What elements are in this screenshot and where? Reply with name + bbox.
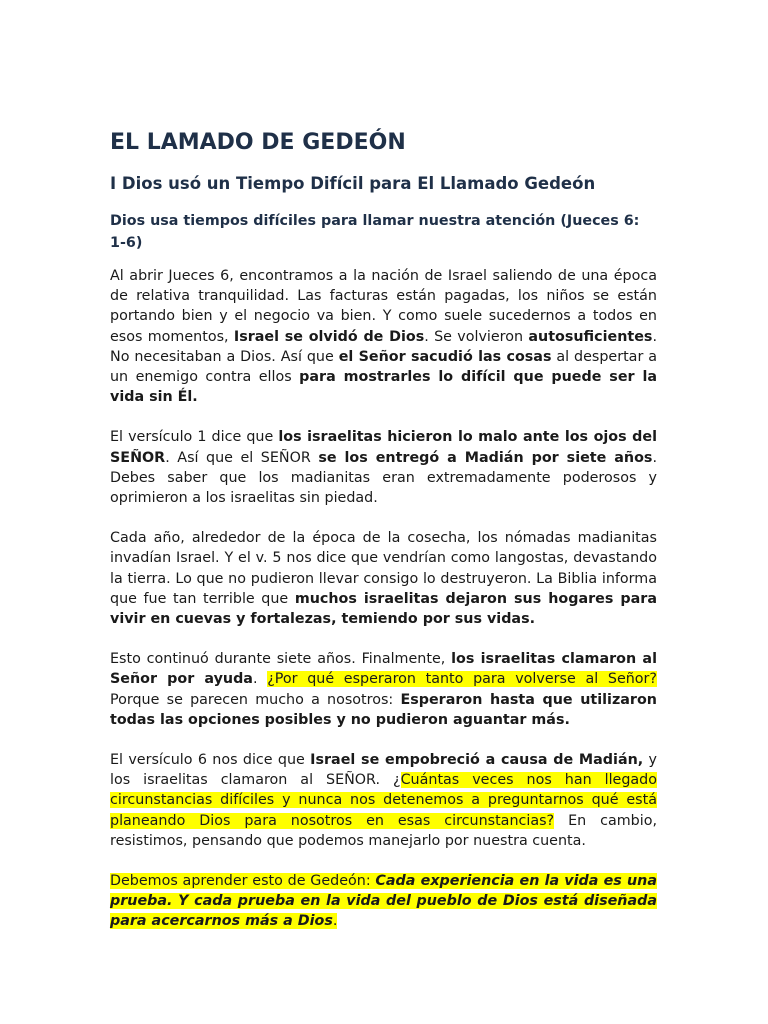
text-segment: al despertar a un enemigo contra ellos	[110, 348, 657, 386]
text-segment: En cambio, resistimos, pensando que podemos manejarlo por nuestra cuenta.	[110, 812, 657, 849]
text-segment: Cada experiencia en la vida es una prueba. Y cada prueba en la vida del pueblo de Dios está diseñada para acercarnos más a Dios	[110, 873, 657, 930]
body-paragraphs	[110, 266, 657, 932]
text-segment: . Debes saber que los madianitas eran extremadamente poderosos y oprimieron a los israelitas sin piedad.	[110, 449, 657, 507]
text-segment: los israelitas hicieron lo malo ante los ojos del SEÑOR	[110, 429, 657, 466]
text-segment: El versículo 6 nos dice que	[110, 752, 311, 769]
text-segment: Debemos aprender esto de Gedeón:	[110, 873, 376, 890]
text-segment: Cada año, alrededor de la época de la cosecha, los nómadas madianitas invadían Israel. Y el v. 5 nos dice que vendrían como langostas, devastando la tierra. Lo que no pudieron llevar consigo lo destruyeron. La Biblia informa que fue tan terrible que	[110, 530, 657, 607]
text-segment: Israel se olvidó de Dios	[233, 328, 425, 345]
text-segment: Cuántas veces nos han llegado circunstancias difíciles y nunca nos detenemos a preguntarnos qué está planeando Dios para nosotros en esas circunstancias?	[110, 772, 657, 829]
text-segment: . Así que el SEÑOR	[165, 449, 319, 466]
text-segment: se los entregó a Madián por siete años	[318, 449, 653, 466]
text-segment: Israel se empobreció a causa de Madián,	[310, 752, 644, 769]
paragraph-4	[110, 649, 657, 730]
text-segment: Al abrir Jueces 6, encontramos a la nación de Israel saliendo de una época de relativa tranquilidad. Las facturas están pagadas, los niños se están portando bien y el negocio va bien. Y como suele sucedernos a todos en esos momentos,	[110, 268, 657, 345]
paragraph-1	[110, 266, 657, 407]
text-segment: Porque se parecen mucho a nosotros:	[110, 691, 401, 708]
text-segment: muchos israelitas dejaron sus hogares para vivir en cuevas y fortalezas, temiendo por sus vidas.	[110, 590, 657, 628]
text-segment: para mostrarles lo difícil que puede ser la vida sin Él.	[110, 369, 657, 406]
section-subtitle: I Dios usó un Tiempo Difícil para El Llamado Gedeón	[110, 174, 596, 193]
text-segment: ¿Por qué esperaron tanto para volverse al Señor?	[267, 671, 658, 688]
text-segment: .	[332, 913, 338, 930]
text-segment: autosuficientes	[528, 328, 653, 345]
paragraph-2	[110, 427, 657, 508]
text-segment: Esperaron hasta que utilizaron todas las opciones posibles y no pudieron aguantar más.	[110, 691, 657, 728]
document-page	[110, 128, 657, 952]
text-segment: y los israelitas clamaron al SEÑOR. ¿	[110, 752, 657, 789]
text-segment: . No necesitaban a Dios. Así que	[110, 328, 657, 365]
text-segment: el Señor sacudió las cosas	[338, 348, 552, 365]
section-heading: Dios usa tiempos difíciles para llamar nuestra atención (Jueces 6: 1-6)	[110, 213, 640, 251]
document-title: EL LAMADO DE GEDEÓN	[110, 130, 406, 155]
text-segment: los israelitas clamaron al Señor por ayuda	[110, 651, 657, 688]
paragraph-5	[110, 750, 657, 851]
text-segment: Esto continuó durante siete años. Finalmente,	[110, 651, 452, 668]
text-segment: . Se volvieron	[424, 328, 529, 345]
paragraph-6	[110, 871, 657, 932]
paragraph-3	[110, 528, 657, 629]
text-segment: El versículo 1 dice que	[110, 429, 279, 446]
text-segment: .	[252, 671, 268, 688]
